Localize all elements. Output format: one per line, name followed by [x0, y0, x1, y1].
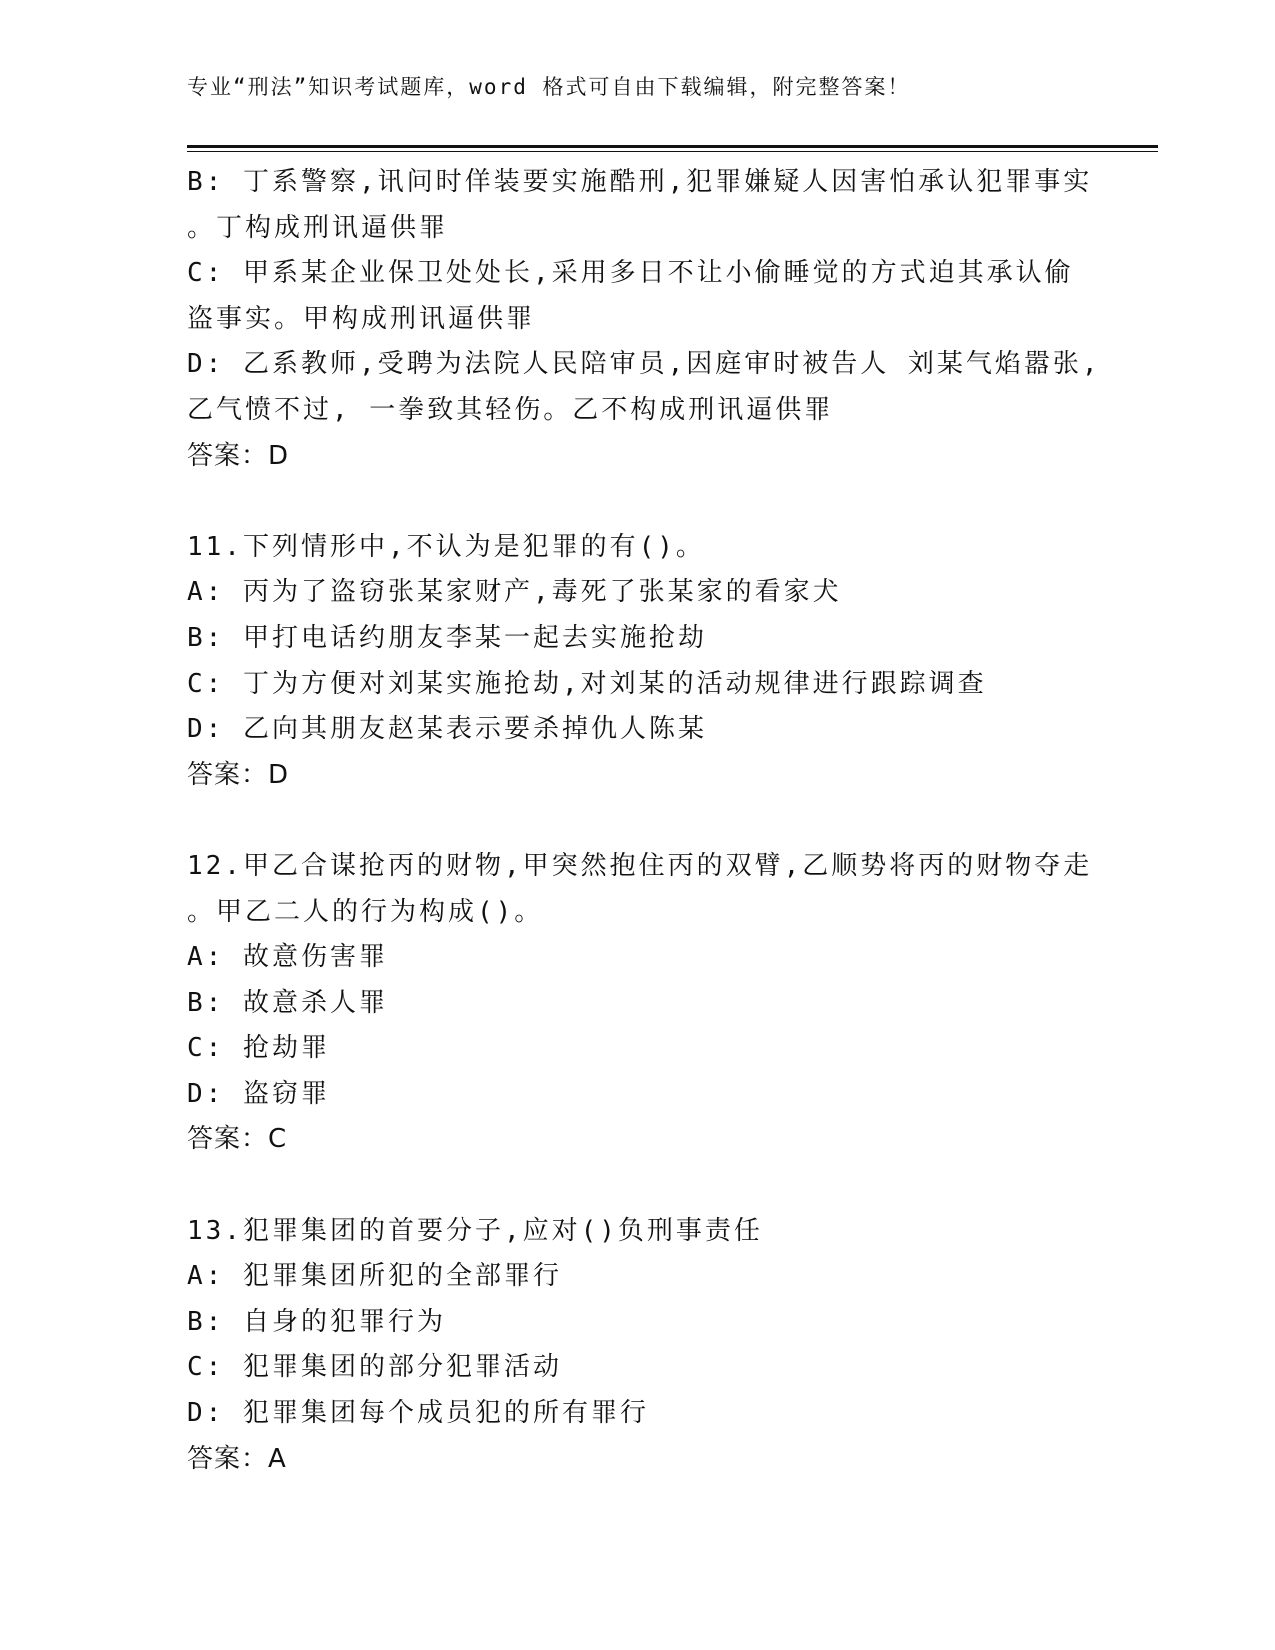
question-content [187, 160, 1101, 1482]
spacer [187, 479, 1087, 525]
question-12-block [187, 844, 1093, 1163]
question-13-option-d: D: 犯罪集团每个成员犯的所有罪行 [187, 1398, 649, 1429]
question-11-stem: 11.下列情形中,不认为是犯罪的有()。 [187, 531, 705, 562]
option-c-line-1: C: 甲系某企业保卫处处长,采用多日不让小偷睡觉的方式迫其承认偷 [187, 258, 1074, 289]
question-13-option-a: A: 犯罪集团所犯的全部罪行 [187, 1261, 562, 1292]
option-b-line-1: B: 丁系警察,讯问时佯装要实施酷刑,犯罪嫌疑人因害怕承认犯罪事实 [187, 167, 1093, 197]
header-rule-thick [187, 145, 1158, 148]
question-13-answer: 答案：A [187, 1443, 287, 1474]
option-c-line-2: 盗事实。甲构成刑讯逼供罪 [187, 303, 536, 334]
question-12-stem-line-1: 12.甲乙合谋抢丙的财物,甲突然抱住丙的双臂,乙顺势将丙的财物夺走 [187, 850, 1093, 881]
prev-question-block [187, 160, 1101, 479]
question-12-option-a: A: 故意伤害罪 [187, 942, 388, 973]
option-b-line-2: 。丁构成刑讯逼供罪 [187, 212, 449, 243]
question-13-option-c: C: 犯罪集团的部分犯罪活动 [187, 1352, 562, 1383]
question-12-stem-line-2: 。甲乙二人的行为构成()。 [187, 896, 544, 927]
spacer [187, 798, 1087, 844]
page-header: 专业“刑法”知识考试题库，word 格式可自由下载编辑，附完整答案！ [187, 75, 911, 99]
question-11-option-b: B: 甲打电话约朋友李某一起去实施抢劫 [187, 622, 707, 653]
question-11-option-c: C: 丁为方便对刘某实施抢劫,对刘某的活动规律进行跟踪调查 [187, 668, 987, 699]
question-12-option-c: C: 抢劫罪 [187, 1033, 330, 1064]
option-d-line-2: 乙气愤不过, 一拳致其轻伤。乙不构成刑讯逼供罪 [187, 394, 834, 425]
option-d-line-1: D: 乙系教师,受聘为法院人民陪审员,因庭审时被告人 刘某气焰嚣张, [187, 349, 1101, 380]
question-13-option-b: B: 自身的犯罪行为 [187, 1306, 446, 1337]
question-13-block [187, 1209, 1087, 1483]
question-11-option-d: D: 乙向其朋友赵某表示要杀掉仇人陈某 [187, 714, 707, 745]
question-11-option-a: A: 丙为了盗窃张某家财产,毒死了张某家的看家犬 [187, 577, 842, 608]
question-11-block [187, 525, 1087, 799]
header-rule-thin [187, 151, 1158, 152]
question-13-stem: 13.犯罪集团的首要分子,应对()负刑事责任 [187, 1215, 763, 1246]
question-12-option-d: D: 盗窃罪 [187, 1078, 330, 1109]
spacer [187, 1163, 1087, 1209]
question-12-option-b: B: 故意杀人罪 [187, 987, 388, 1018]
question-12-answer: 答案：C [187, 1124, 288, 1155]
answer-line: 答案：D [187, 440, 290, 471]
question-11-answer: 答案：D [187, 759, 290, 790]
